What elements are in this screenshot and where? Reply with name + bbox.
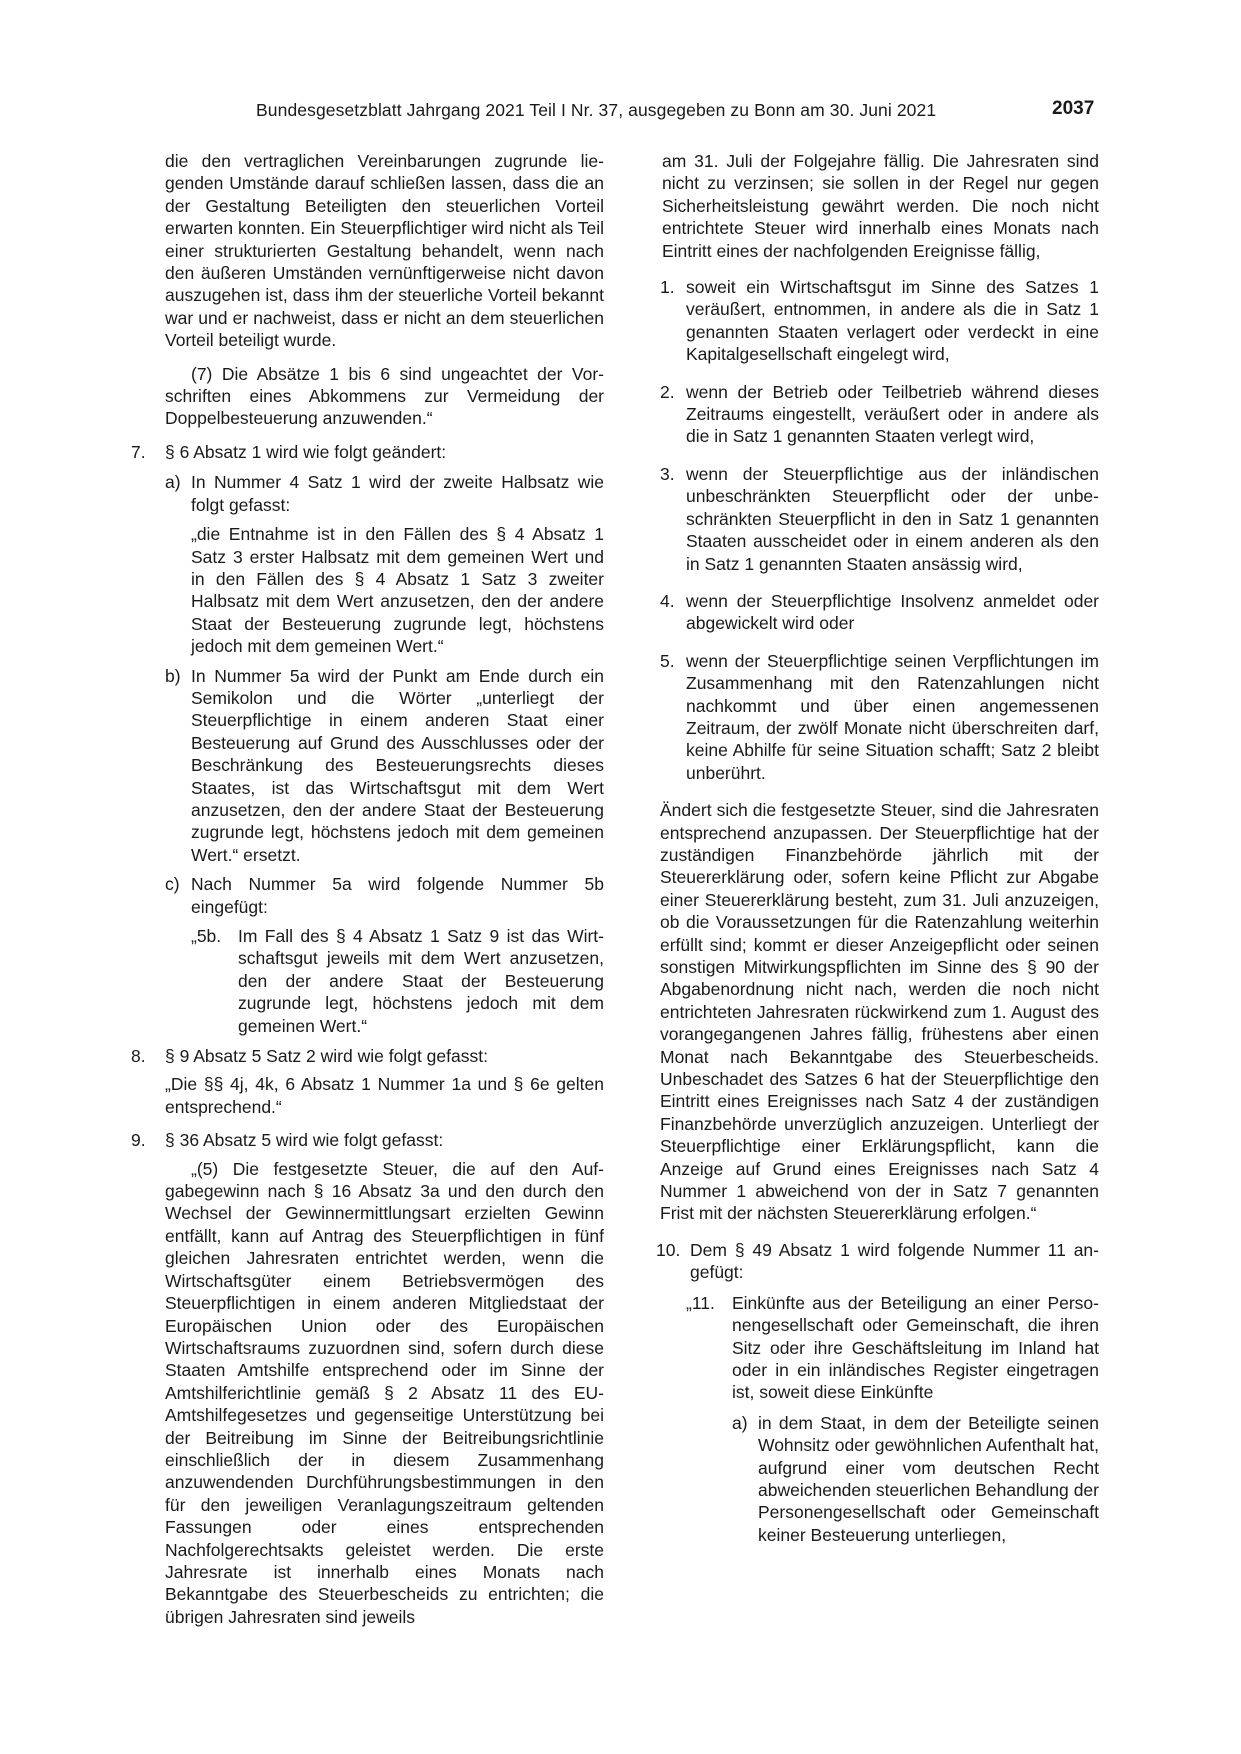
list-item-10 [656, 1239, 1099, 1284]
list-marker: b) [165, 665, 181, 686]
list-text: § 6 Absatz 1 wird wie folgt geändert: [165, 441, 447, 462]
list-marker: 2. [660, 381, 675, 402]
list-text: wenn der Steuerpflichtige seinen Verpflichtungen im Zusammenhang mit den Ratenzahlungen nicht nachkommt und über einen angemessenen Zeitraum, der zwölf Monate nicht überschreiten darf, keine Abhilfe für seine Situation schafft; Satz 2 bleibt unberührt. [686, 650, 1099, 783]
list-text: In Nummer 5a wird der Punkt am Ende durch ein Semikolon und die Wörter „unterliegt der Steuerpflichtige in einem anderen Staat einer Besteuerung auf Grund des Ausschlusses oder der Beschränkung des Besteuerungsrechts dieses Staates, ist das Wirtschaftsgut mit dem Wert anzusetzen, den der andere Staat der Besteuerung zugrunde legt, höchstens jedoch mit dem gemeinen Wert.“ ersetzt. [191, 665, 604, 865]
quoted-amendment: „(5) Die festgesetzte Steuer, die auf den Aufgabegewinn nach § 16 Absatz 3a und den durch den Wechsel der Gewinnermittlungsart erzielten Gewinn entfällt, kann auf Antrag des Steuerpflichtigen in fünf gleichen Jahresraten entrichtet werden, wenn die Wirtschaftsgüter einem Betriebsvermögen des Steuerpflichtigen in einem anderen Mitgliedstaat der Europäischen Union oder des Europäischen Wirtschaftsraums zuzuordnen sind, sofern durch diese Staaten Amtshilfe entsprechend oder im Sinne der Amtshilferichtlinie gemäß § 2 Absatz 11 des EU-Amtshilfegesetzes und gegenseitige Unterstützung bei der Beitreibung im Sinne der Beitreibungsrichtlinie einschließlich der in diesem Zusammenhang anzuwendenden Durchführungsbestimmungen in den für den jeweiligen Veranlagungszeitraum geltenden Fassungen oder eines entsprechenden Nachfolgerechtsakts geleistet werden. Die erste Jahresrate ist innerhalb eines Monats nach Bekanntgabe des Steuerbescheids zu entrichten; die übrigen Jahresraten sind jeweils [165, 1158, 604, 1627]
list-text: wenn der Steuerpflichtige Insolvenz anmeldet oder abgewickelt wird oder [686, 590, 1099, 634]
list-item-9 [131, 1129, 604, 1151]
list-marker: „11. [686, 1292, 715, 1313]
quoted-subitem-a [656, 1412, 1099, 1546]
list-item [656, 381, 1099, 448]
list-item-7c [131, 873, 604, 918]
list-text: In Nummer 4 Satz 1 wird der zweite Halbsatz wie folgt gefasst: [191, 472, 604, 515]
list-marker: 10. [656, 1239, 681, 1260]
list-item [656, 590, 1099, 635]
quoted-item-11 [656, 1292, 1099, 1404]
left-column [131, 150, 604, 1628]
quoted-amendment: „die Entnahme ist in den Fällen des § 4 Absatz 1 Satz 3 erster Halbsatz mit dem gemeinen Wert und in den Fällen des § 4 Absatz 1 Satz 3 zweiter Halbsatz mit dem Wert anzusetzen, den der andere Staat der Besteuerung zugrunde legt, höchstens jedoch mit dem gemeinen Wert.“ [191, 524, 604, 657]
list-marker: 4. [660, 590, 675, 611]
paragraph: (7) Die Absätze 1 bis 6 sind ungeachtet der Vorschriften eines Abkommens zur Vermeidung der Doppelbesteuerung anzuwenden.“ [165, 363, 604, 429]
list-text: wenn der Betrieb oder Teilbetrieb während dieses Zeitraums eingestellt, veräußert oder in andere als die in Satz 1 genannten Staaten verlegt wird, [686, 381, 1099, 447]
list-text: wenn der Steuerpflichtige aus der inländischen unbeschränkten Steuerpflicht oder der unbeschränkten Steuerpflicht in den in Satz 1 genannten Staaten ausscheidet oder in einem anderen als den in Satz 1 genannten Staaten ansässig wird, [686, 463, 1099, 574]
page-number: 2037 [1052, 98, 1095, 119]
paragraph: am 31. Juli der Folgejahre fällig. Die Jahresraten sind nicht zu verzinsen; sie sollen in der Regel nur gegen Sicherheitsleistung gewährt werden. Die noch nicht entrichtete Steuer wird innerhalb eines Monats nach Eintritt eines der nachfolgenden Ereignisse fällig, [662, 151, 1099, 261]
list-text: § 36 Absatz 5 wird wie folgt gefasst: [165, 1130, 444, 1151]
list-text: § 9 Absatz 5 Satz 2 wird wie folgt gefasst: [165, 1046, 488, 1067]
list-item-7 [131, 441, 604, 463]
list-marker: 9. [131, 1130, 146, 1151]
paragraph: die den vertraglichen Vereinbarungen zugrunde liegenden Umstände darauf schließen lassen, dass die an der Gestaltung Beteiligten den steuerlichen Vorteil erwarten konnten. Ein Steuerpflichtiger wird nicht als Teil einer strukturierten Gestaltung behandelt, wenn nach den äußeren Umständen vernünftigerweise nicht davon auszugehen ist, dass ihm der steuerliche Vorteil bekannt war und er nachweist, dass er nicht an dem steuerlichen Vorteil beteiligt wurde. [165, 151, 604, 351]
list-item-7b [131, 665, 604, 867]
list-text: Nach Nummer 5a wird folgende Nummer 5b eingefügt: [191, 874, 604, 917]
list-text: in dem Staat, in dem der Beteiligte seinen Wohnsitz oder gewöhnlichen Aufenthalt hat, aufgrund einer vom deutschen Recht abweichenden steuerlichen Behandlung der Personengesellschaft oder Gemeinschaft keiner Besteuerung unterliegen, [758, 1412, 1099, 1545]
list-marker: 3. [660, 463, 675, 484]
list-marker: 7. [131, 441, 146, 462]
paragraph: Ändert sich die festgesetzte Steuer, sind die Jahresraten entsprechend anzupassen. Der Steuerpflichtige hat der zuständigen Finanzbehörde jährlich mit der Steuererklärung oder, sofern keine Pflicht zur Abgabe einer Steuererklärung besteht, zum 31. Juli anzuzeigen, ob die Voraussetzungen für die Ratenzahlung weiterhin erfüllt sind; kommt er dieser Anzeigepflicht oder seinen sonstigen Mitwirkungspflichten im Sinne des § 90 der Abgabenordnung nicht nach, werden die noch nicht entrichteten Jahresraten rückwirkend zum 1. August des vorangegangenen Jahres fällig, frühestens aber einen Monat nach Bekanntgabe des Steuerbescheids. Unbeschadet des Satzes 6 hat der Steuerpflichtige den Eintritt eines Ereignisses nach Satz 4 der zuständigen Finanzbehörde unverzüglich anzuzeigen. Unterliegt der Steuerpflichtige einer Erklärungspflicht, kann die Anzeige auf Grund eines Ereignisses nach Satz 4 Nummer 1 abweichend von der in Satz 7 genannten Frist mit der nächsten Steuererklärung erfolgen.“ [660, 800, 1099, 1224]
list-marker: a) [732, 1412, 748, 1433]
quoted-amendment: „Die §§ 4j, 4k, 6 Absatz 1 Nummer 1a und § 6e gelten entsprechend.“ [165, 1074, 604, 1117]
list-text: Im Fall des § 4 Absatz 1 Satz 9 ist das Wirtschaftsgut jeweils mit dem Wert anzusetzen, den der andere Staat der Besteuerung zugrunde legt, höchstens jedoch mit dem gemeinen Wert.“ [238, 926, 604, 1036]
list-item [656, 463, 1099, 575]
list-marker: 8. [131, 1046, 146, 1067]
list-text: Dem § 49 Absatz 1 wird folgende Nummer 11 angefügt: [690, 1239, 1099, 1283]
list-marker: 1. [660, 277, 675, 298]
list-item-7a [131, 471, 604, 516]
right-column [656, 150, 1099, 1557]
list-marker: 5. [660, 650, 675, 671]
list-marker: a) [165, 472, 181, 493]
quoted-item-5b [131, 925, 604, 1037]
list-item [656, 650, 1099, 784]
page-header-title: Bundesgesetzblatt Jahrgang 2021 Teil I Nr. 37, ausgegeben zu Bonn am 30. Juni 2021 [256, 100, 937, 120]
list-text: soweit ein Wirtschaftsgut im Sinne des Satzes 1 veräußert, entnommen, in andere als die in Satz 1 genannten Staaten verlagert oder verdeckt in eine Kapitalgesellschaft eingelegt wird, [686, 277, 1099, 365]
list-item [656, 276, 1099, 366]
list-item-8 [131, 1045, 604, 1067]
list-text: Einkünfte aus der Beteiligung an einer Personengesellschaft oder Gemeinschaft, die ihren Sitz oder ihre Geschäftsleitung im Inland hat oder in ein inländisches Register eingetragen ist, soweit diese Einkünfte [732, 1292, 1099, 1403]
list-marker: „5b. [191, 926, 222, 946]
list-marker: c) [165, 874, 180, 895]
